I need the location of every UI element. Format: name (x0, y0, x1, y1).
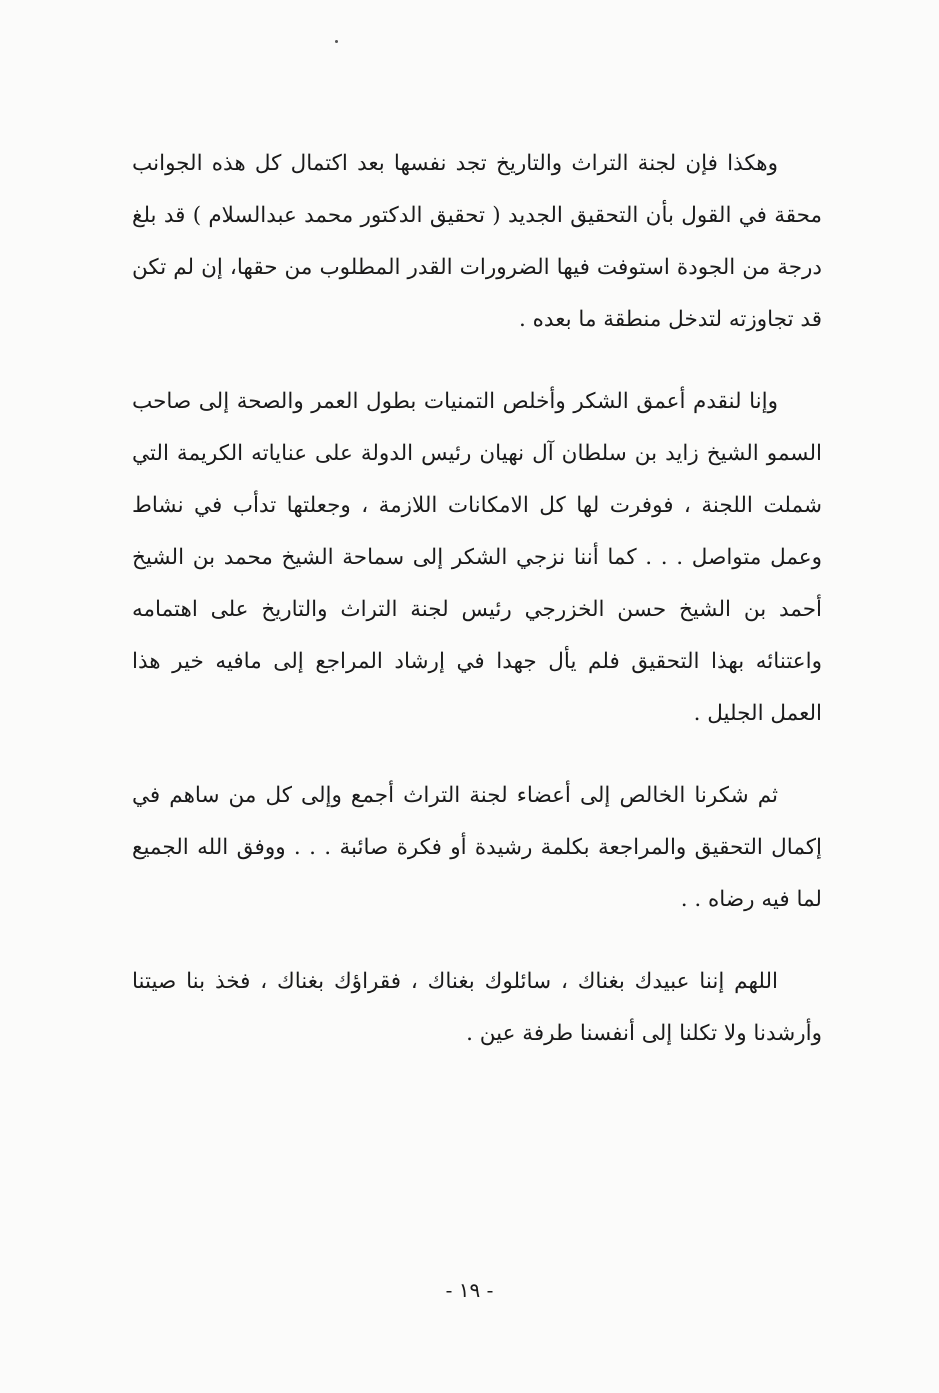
paragraph-3: ثم شكرنا الخالص إلى أعضاء لجنة التراث أجمع وإلى كل من ساهم في إكمال التحقيق والمراجعة بكلمة رشيدة أو فكرة صائبة . . . ووفق الله الجميع لما فيه رضاه . . (132, 783, 822, 912)
page-number: - ١٩ - (445, 1278, 494, 1302)
ink-speck (335, 40, 338, 43)
paragraph-1: وهكذا فإن لجنة التراث والتاريخ تجد نفسها بعد اكتمال كل هذه الجوانب محقة في القول بأن التحقيق الجديد ( تحقيق الدكتور محمد عبدالسلام ) قد بلغ درجة من الجودة استوفت فيها الضرورات القدر المطلوب من حقها، إن لم تكن قد تجاوزته لتدخل منطقة ما بعده . (132, 151, 822, 332)
paragraph-2: وإنا لنقدم أعمق الشكر وأخلص التمنيات بطول العمر والصحة إلى صاحب السمو الشيخ زايد بن سلطان آل نهيان رئيس الدولة على عناياته الكريمة التي شملت اللجنة ، فوفرت لها كل الامكانات اللازمة ، وجعلتها تدأب في نشاط وعمل متواصل . . . كما أننا نزجي الشكر إلى سماحة الشيخ محمد بن الشيخ أحمد بن الشيخ حسن الخزرجي رئيس لجنة التراث والتاريخ على اهتمامه واعتنائه بهذا التحقيق فلم يأل جهدا في إرشاد المراجع إلى مافيه خير هذا العمل الجليل . (132, 389, 822, 726)
page-body (132, 138, 822, 1090)
paragraph-4: اللهم إننا عبيدك بغناك ، سائلوك بغناك ، فقراؤك بغناك ، فخذ بنا صيتنا وأرشدنا ولا تكلنا إلى أنفسنا طرفة عين . (132, 969, 822, 1046)
